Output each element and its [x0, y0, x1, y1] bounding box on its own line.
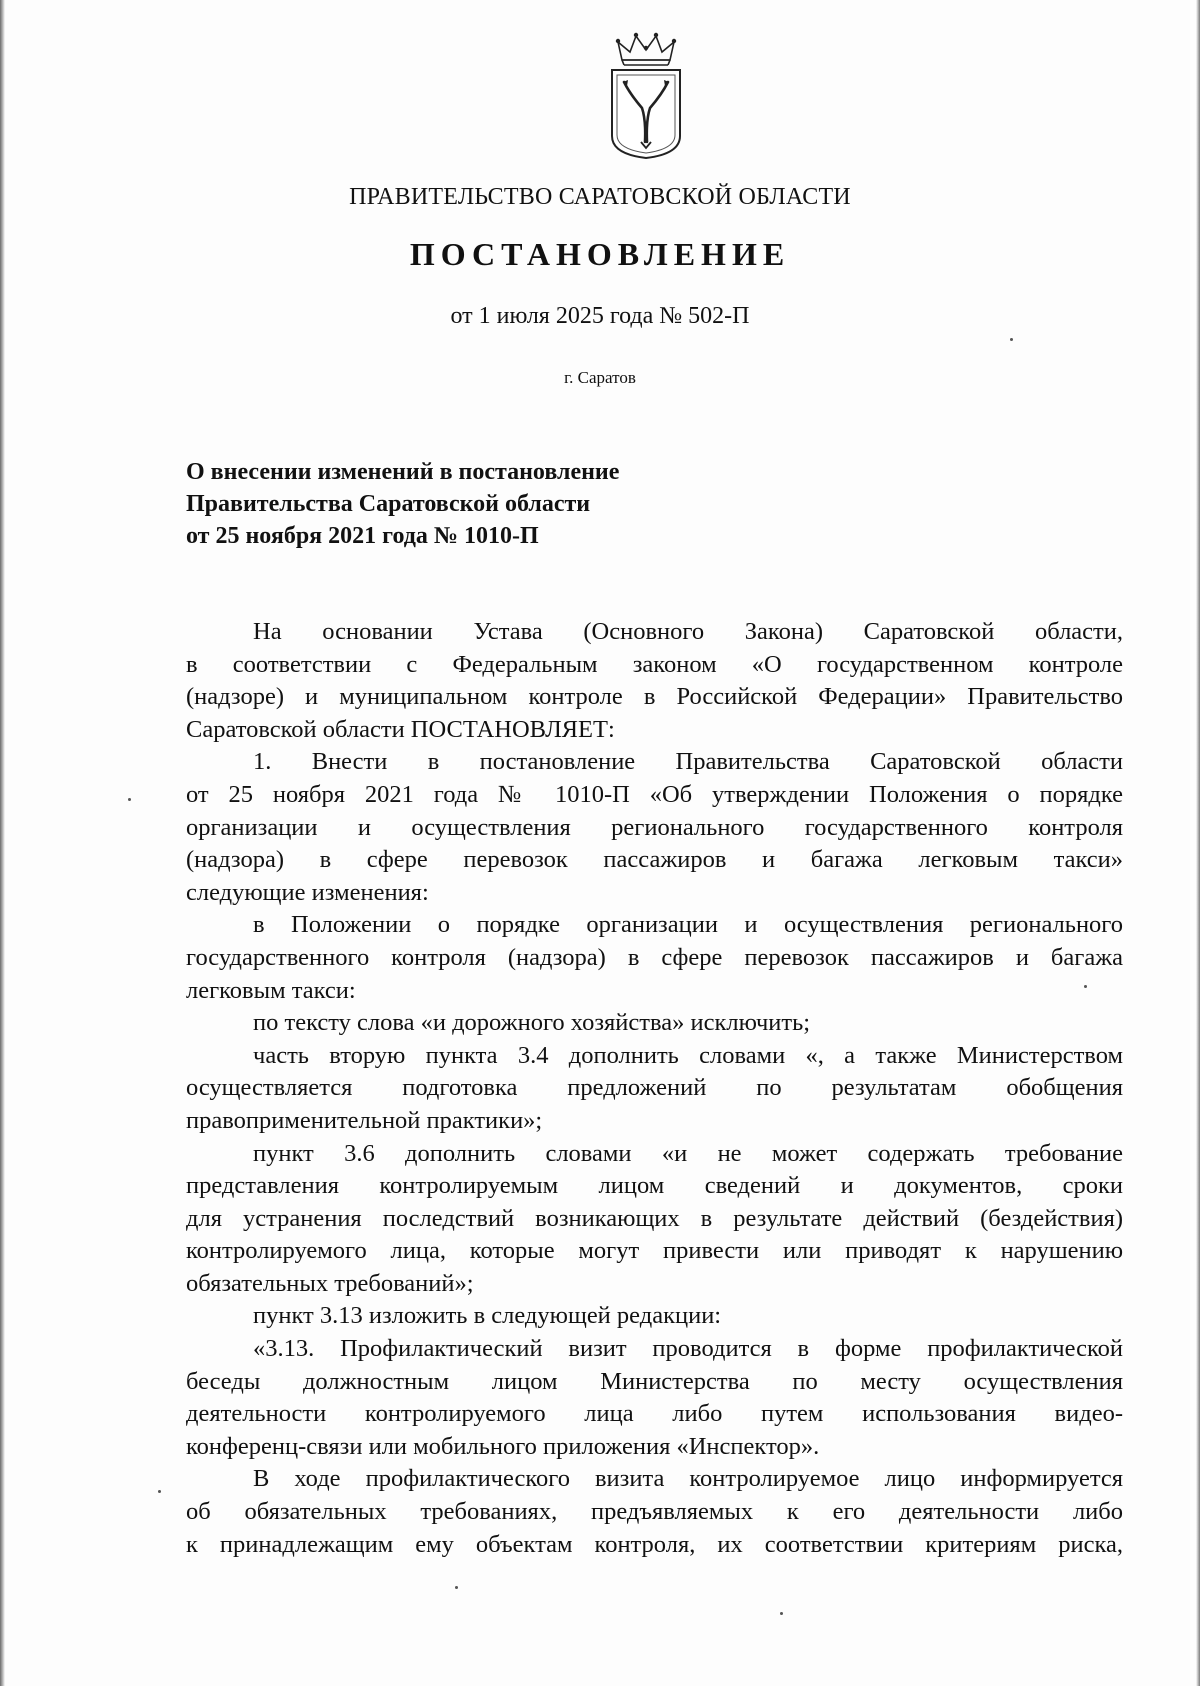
body-line: пункт 3.13 изложить в следующей редакции: — [253, 1302, 722, 1330]
scan-speck — [158, 1490, 161, 1493]
body-line: беседы должностным лицом Министерства по месту осуществления — [186, 1367, 1123, 1395]
body-line: по тексту слова «и дорожного хозяйства» исключить; — [253, 1009, 811, 1037]
scan-speck — [780, 1612, 783, 1615]
body-line: от 25 ноября 2021 года № 1010-П «Об утверждении Положения о порядке — [186, 780, 1123, 808]
scan-speck — [128, 798, 131, 801]
document-date-number: от 1 июля 2025 года № 502-П — [450, 303, 750, 329]
body-line: в Положении о порядке организации и осуществления регионального — [253, 911, 1123, 939]
document-body — [186, 616, 1123, 1561]
document-type: ПОСТАНОВЛЕНИЕ — [409, 236, 791, 272]
body-line: организации и осуществления регионального государственного контроля — [186, 813, 1123, 841]
body-line: конференц-связи или мобильного приложения «Инспектор». — [186, 1432, 820, 1460]
scan-speck — [455, 1586, 458, 1589]
body-line: обязательных требований»; — [186, 1269, 474, 1297]
body-line: представления контролируемым лицом сведений и документов, сроки — [186, 1172, 1123, 1200]
body-line: в соответствии с Федеральным законом «О государственном контроле — [186, 650, 1123, 678]
body-line: (надзора) в сфере перевозок пассажиров и багажа легковым такси» — [186, 846, 1123, 874]
scan-speck — [1084, 985, 1087, 988]
body-line: легковым такси: — [186, 976, 356, 1004]
body-line: (надзоре) и муниципальном контроле в Российской Федерации» Правительство — [186, 683, 1123, 711]
body-line: пункт 3.6 дополнить словами «и не может содержать требование — [253, 1139, 1123, 1167]
body-line: осуществляется подготовка предложений по результатам обобщения — [186, 1074, 1123, 1102]
title-line: О внесении изменений в постановление — [186, 459, 620, 485]
body-line: об обязательных требованиях, предъявляемых к его деятельности либо — [186, 1498, 1123, 1526]
body-line: В ходе профилактического визита контролируемое лицо информируется — [253, 1465, 1123, 1493]
body-line: правоприменительной практики»; — [186, 1106, 543, 1134]
body-line: для устранения последствий возникающих в результате действий (бездействия) — [186, 1204, 1123, 1232]
body-line: На основании Устава (Основного Закона) Саратовской области, — [253, 618, 1123, 645]
body-line: следующие изменения: — [186, 878, 429, 906]
scan-speck — [1010, 338, 1013, 341]
body-line: часть вторую пункта 3.4 дополнить словами «, а также Министерством — [253, 1041, 1123, 1069]
title-line: Правительства Саратовской области — [186, 491, 591, 517]
body-line: государственного контроля (надзора) в сфере перевозок пассажиров и багажа — [186, 943, 1123, 971]
document-city: г. Саратов — [564, 368, 636, 387]
body-line: Саратовской области ПОСТАНОВЛЯЕТ: — [186, 715, 615, 743]
body-line: контролируемого лица, которые могут привести или приводят к нарушению — [186, 1237, 1123, 1265]
body-line: «3.13. Профилактический визит проводится в форме профилактической — [253, 1335, 1123, 1363]
document-title — [186, 456, 619, 552]
government-name: ПРАВИТЕЛЬСТВО САРАТОВСКОЙ ОБЛАСТИ — [349, 184, 851, 210]
body-line: 1. Внести в постановление Правительства Саратовской области — [253, 748, 1123, 776]
saratov-coat-of-arms-icon — [608, 30, 684, 162]
title-line: от 25 ноября 2021 года № 1010-П — [186, 523, 539, 549]
body-line: деятельности контролируемого лица либо путем использования видео- — [186, 1400, 1123, 1428]
body-line: к принадлежащим ему объектам контроля, их соответствии критериям риска, — [186, 1530, 1123, 1558]
